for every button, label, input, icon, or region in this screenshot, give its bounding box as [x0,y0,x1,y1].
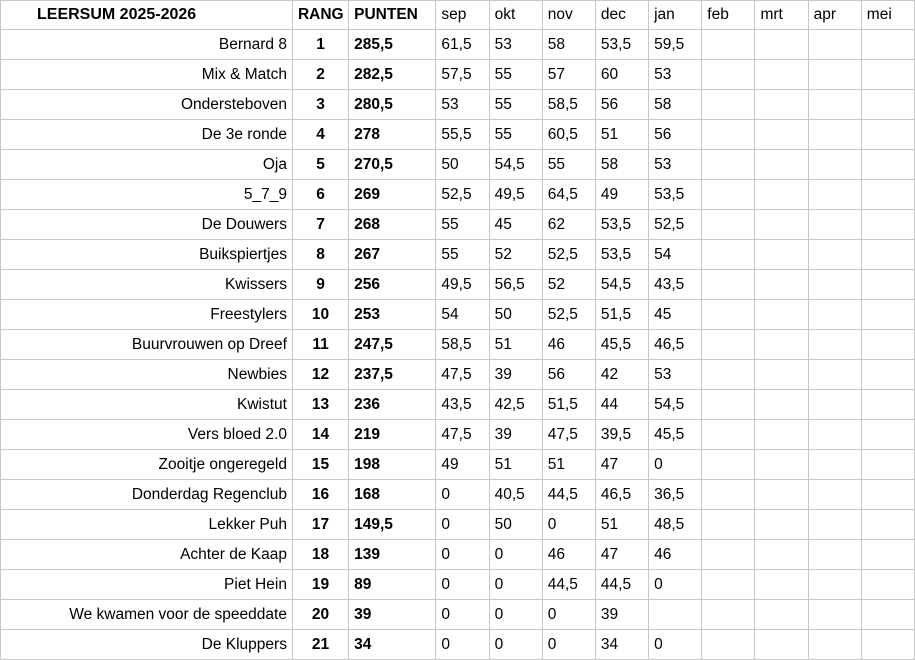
cell-month-score [808,360,861,390]
cell-month-score [702,360,755,390]
cell-month-score: 51,5 [542,390,595,420]
table-body [1,1,915,660]
cell-month-score [808,630,861,660]
cell-team-name: De 3e ronde [1,120,293,150]
cell-month-score: 0 [436,570,489,600]
cell-month-score [702,330,755,360]
cell-month-score: 49 [436,450,489,480]
cell-month-score: 53,5 [595,210,648,240]
cell-month-score: 46 [649,540,702,570]
cell-month-score [702,240,755,270]
cell-points-total: 198 [349,450,436,480]
cell-rank: 9 [292,270,348,300]
column-header-month: sep [436,1,489,30]
cell-month-score [808,240,861,270]
cell-month-score [702,480,755,510]
cell-points-total: 253 [349,300,436,330]
cell-month-score: 53 [649,150,702,180]
cell-month-score: 53 [489,30,542,60]
cell-month-score: 52 [542,270,595,300]
column-header-month: feb [702,1,755,30]
cell-month-score [755,30,808,60]
cell-team-name: Achter de Kaap [1,540,293,570]
cell-month-score: 55,5 [436,120,489,150]
table-row [1,30,915,60]
cell-points-total: 34 [349,630,436,660]
cell-month-score [861,300,914,330]
cell-month-score [755,150,808,180]
cell-month-score: 0 [649,630,702,660]
cell-month-score: 49 [595,180,648,210]
cell-points-total: 278 [349,120,436,150]
cell-month-score: 55 [489,90,542,120]
cell-month-score [861,600,914,630]
cell-rank: 15 [292,450,348,480]
cell-month-score [808,390,861,420]
cell-month-score: 64,5 [542,180,595,210]
table-row [1,90,915,120]
cell-month-score: 60,5 [542,120,595,150]
cell-month-score: 47,5 [436,420,489,450]
cell-month-score: 0 [489,630,542,660]
cell-month-score [861,420,914,450]
cell-month-score: 56 [542,360,595,390]
table-row [1,510,915,540]
cell-month-score: 51 [595,510,648,540]
cell-points-total: 89 [349,570,436,600]
cell-month-score: 0 [489,540,542,570]
cell-month-score: 0 [542,510,595,540]
cell-month-score [808,60,861,90]
cell-month-score [755,480,808,510]
cell-month-score: 55 [436,240,489,270]
cell-month-score: 52,5 [542,300,595,330]
cell-month-score [808,480,861,510]
cell-month-score [755,240,808,270]
cell-month-score: 56 [595,90,648,120]
column-header-rang: RANG [292,1,348,30]
cell-month-score: 56 [649,120,702,150]
table-row [1,180,915,210]
cell-rank: 17 [292,510,348,540]
cell-month-score: 57,5 [436,60,489,90]
cell-month-score: 50 [436,150,489,180]
cell-month-score [861,30,914,60]
cell-month-score [702,630,755,660]
cell-month-score: 45,5 [649,420,702,450]
cell-month-score: 39 [489,360,542,390]
cell-month-score: 60 [595,60,648,90]
column-header-month: nov [542,1,595,30]
cell-month-score [861,390,914,420]
cell-month-score [702,270,755,300]
cell-month-score: 57 [542,60,595,90]
table-row [1,300,915,330]
table-row [1,540,915,570]
cell-month-score [755,390,808,420]
cell-team-name: Ondersteboven [1,90,293,120]
cell-month-score: 46 [542,540,595,570]
table-row [1,120,915,150]
cell-month-score: 49,5 [489,180,542,210]
table-row [1,240,915,270]
cell-month-score: 50 [489,510,542,540]
cell-points-total: 267 [349,240,436,270]
cell-month-score: 45,5 [595,330,648,360]
cell-month-score: 55 [436,210,489,240]
table-row [1,60,915,90]
cell-month-score: 43,5 [649,270,702,300]
cell-month-score: 48,5 [649,510,702,540]
cell-month-score [755,270,808,300]
cell-month-score [702,600,755,630]
cell-month-score: 52,5 [542,240,595,270]
cell-month-score [861,540,914,570]
cell-month-score: 51 [489,450,542,480]
cell-month-score [808,450,861,480]
cell-month-score: 43,5 [436,390,489,420]
cell-month-score [808,540,861,570]
cell-team-name: Newbies [1,360,293,390]
cell-month-score [755,570,808,600]
cell-month-score: 52,5 [649,210,702,240]
cell-month-score: 54 [436,300,489,330]
cell-points-total: 236 [349,390,436,420]
cell-month-score: 34 [595,630,648,660]
cell-month-score: 46,5 [595,480,648,510]
cell-month-score: 42,5 [489,390,542,420]
cell-month-score [808,90,861,120]
cell-month-score [702,120,755,150]
cell-month-score: 55 [542,150,595,180]
cell-month-score [861,240,914,270]
cell-month-score: 53,5 [595,30,648,60]
cell-month-score [755,600,808,630]
cell-rank: 10 [292,300,348,330]
cell-rank: 13 [292,390,348,420]
cell-month-score: 53 [436,90,489,120]
cell-month-score: 58,5 [436,330,489,360]
cell-rank: 21 [292,630,348,660]
cell-month-score [755,330,808,360]
cell-month-score: 44,5 [595,570,648,600]
cell-month-score [808,120,861,150]
cell-month-score: 55 [489,60,542,90]
cell-points-total: 285,5 [349,30,436,60]
column-header-month: okt [489,1,542,30]
table-row [1,450,915,480]
cell-month-score: 0 [436,510,489,540]
cell-month-score [702,180,755,210]
cell-month-score [808,330,861,360]
cell-rank: 8 [292,240,348,270]
cell-rank: 16 [292,480,348,510]
cell-month-score [861,570,914,600]
cell-month-score: 52,5 [436,180,489,210]
cell-rank: 11 [292,330,348,360]
cell-month-score [808,180,861,210]
cell-team-name: Lekker Puh [1,510,293,540]
cell-month-score [702,390,755,420]
cell-team-name: Kwissers [1,270,293,300]
table-row [1,420,915,450]
cell-month-score [808,570,861,600]
cell-month-score: 0 [436,630,489,660]
cell-month-score [702,90,755,120]
cell-month-score: 58 [649,90,702,120]
cell-month-score: 47,5 [542,420,595,450]
cell-month-score: 58 [595,150,648,180]
cell-month-score [702,210,755,240]
cell-month-score [808,510,861,540]
cell-month-score [808,300,861,330]
cell-rank: 7 [292,210,348,240]
cell-rank: 2 [292,60,348,90]
cell-month-score: 39,5 [595,420,648,450]
cell-month-score [702,30,755,60]
cell-rank: 3 [292,90,348,120]
cell-points-total: 247,5 [349,330,436,360]
cell-team-name: Zooitje ongeregeld [1,450,293,480]
cell-month-score [861,60,914,90]
cell-month-score [755,180,808,210]
cell-team-name: We kwamen voor de speeddate [1,600,293,630]
cell-month-score [702,570,755,600]
cell-month-score: 0 [542,630,595,660]
cell-month-score [702,60,755,90]
cell-month-score: 42 [595,360,648,390]
cell-month-score [808,600,861,630]
cell-month-score [755,510,808,540]
cell-team-name: Freestylers [1,300,293,330]
cell-rank: 20 [292,600,348,630]
cell-month-score [702,450,755,480]
sheet-title: LEERSUM 2025-2026 [1,1,293,30]
cell-month-score: 54,5 [489,150,542,180]
cell-month-score: 36,5 [649,480,702,510]
column-header-month: jan [649,1,702,30]
cell-month-score [861,480,914,510]
cell-team-name: De Douwers [1,210,293,240]
cell-month-score [808,30,861,60]
cell-points-total: 282,5 [349,60,436,90]
cell-month-score [861,450,914,480]
cell-team-name: 5_7_9 [1,180,293,210]
cell-month-score: 59,5 [649,30,702,60]
cell-points-total: 139 [349,540,436,570]
cell-team-name: Kwistut [1,390,293,420]
cell-month-score: 0 [489,570,542,600]
cell-month-score [861,360,914,390]
cell-month-score: 40,5 [489,480,542,510]
cell-month-score [861,210,914,240]
cell-month-score: 39 [489,420,542,450]
cell-team-name: Donderdag Regenclub [1,480,293,510]
cell-team-name: De Kluppers [1,630,293,660]
cell-team-name: Mix & Match [1,60,293,90]
cell-month-score [649,600,702,630]
cell-month-score [755,60,808,90]
cell-month-score [808,150,861,180]
cell-month-score [861,150,914,180]
cell-month-score [755,90,808,120]
cell-month-score: 44,5 [542,480,595,510]
cell-month-score: 54,5 [649,390,702,420]
cell-team-name: Piet Hein [1,570,293,600]
cell-month-score [861,510,914,540]
cell-month-score [755,120,808,150]
table-row [1,630,915,660]
cell-month-score: 54,5 [595,270,648,300]
cell-month-score: 0 [542,600,595,630]
cell-month-score: 52 [489,240,542,270]
cell-rank: 14 [292,420,348,450]
cell-month-score: 0 [649,570,702,600]
column-header-month: apr [808,1,861,30]
cell-month-score [755,360,808,390]
cell-month-score: 0 [436,480,489,510]
cell-month-score: 53 [649,360,702,390]
cell-month-score [755,540,808,570]
table-row [1,210,915,240]
cell-points-total: 270,5 [349,150,436,180]
cell-month-score [755,450,808,480]
cell-team-name: Buikspiertjes [1,240,293,270]
cell-rank: 1 [292,30,348,60]
column-header-month: mei [861,1,914,30]
cell-month-score: 50 [489,300,542,330]
cell-month-score [702,150,755,180]
table-row [1,480,915,510]
cell-month-score [755,630,808,660]
cell-points-total: 149,5 [349,510,436,540]
cell-points-total: 168 [349,480,436,510]
cell-month-score: 51 [542,450,595,480]
table-row [1,390,915,420]
cell-month-score: 0 [436,540,489,570]
cell-month-score: 47,5 [436,360,489,390]
cell-month-score: 0 [489,600,542,630]
cell-month-score: 54 [649,240,702,270]
table-row [1,360,915,390]
cell-rank: 18 [292,540,348,570]
cell-month-score [755,300,808,330]
cell-rank: 4 [292,120,348,150]
cell-month-score: 44,5 [542,570,595,600]
cell-month-score [702,420,755,450]
cell-month-score [755,210,808,240]
cell-month-score [861,330,914,360]
cell-points-total: 269 [349,180,436,210]
cell-month-score: 61,5 [436,30,489,60]
cell-month-score [861,180,914,210]
cell-rank: 5 [292,150,348,180]
column-header-month: mrt [755,1,808,30]
column-header-month: dec [595,1,648,30]
cell-month-score: 58 [542,30,595,60]
cell-month-score: 53 [649,60,702,90]
cell-month-score: 47 [595,450,648,480]
cell-month-score [808,270,861,300]
cell-month-score: 55 [489,120,542,150]
cell-month-score: 0 [436,600,489,630]
table-header-row [1,1,915,30]
cell-month-score [702,540,755,570]
cell-month-score: 51 [489,330,542,360]
cell-month-score [861,120,914,150]
cell-month-score: 39 [595,600,648,630]
cell-month-score [702,510,755,540]
cell-points-total: 39 [349,600,436,630]
cell-month-score: 46 [542,330,595,360]
cell-month-score: 53,5 [595,240,648,270]
cell-month-score: 62 [542,210,595,240]
cell-month-score: 51,5 [595,300,648,330]
cell-points-total: 256 [349,270,436,300]
cell-rank: 12 [292,360,348,390]
cell-month-score [702,300,755,330]
cell-team-name: Vers bloed 2.0 [1,420,293,450]
cell-month-score [861,630,914,660]
table-row [1,570,915,600]
cell-points-total: 219 [349,420,436,450]
cell-month-score: 51 [595,120,648,150]
cell-month-score [808,420,861,450]
cell-rank: 19 [292,570,348,600]
cell-month-score: 44 [595,390,648,420]
table-row [1,270,915,300]
cell-month-score: 58,5 [542,90,595,120]
cell-points-total: 280,5 [349,90,436,120]
cell-month-score [808,210,861,240]
cell-month-score: 45 [649,300,702,330]
cell-month-score: 46,5 [649,330,702,360]
cell-rank: 6 [292,180,348,210]
table-row [1,150,915,180]
cell-month-score [861,270,914,300]
cell-team-name: Buurvrouwen op Dreef [1,330,293,360]
column-header-punten: PUNTEN [349,1,436,30]
cell-team-name: Oja [1,150,293,180]
cell-points-total: 237,5 [349,360,436,390]
table-row [1,330,915,360]
cell-team-name: Bernard 8 [1,30,293,60]
cell-month-score: 47 [595,540,648,570]
cell-month-score: 56,5 [489,270,542,300]
table-row [1,600,915,630]
cell-month-score: 49,5 [436,270,489,300]
cell-month-score: 53,5 [649,180,702,210]
cell-points-total: 268 [349,210,436,240]
cell-month-score [861,90,914,120]
cell-month-score: 45 [489,210,542,240]
cell-month-score [755,420,808,450]
cell-month-score: 0 [649,450,702,480]
